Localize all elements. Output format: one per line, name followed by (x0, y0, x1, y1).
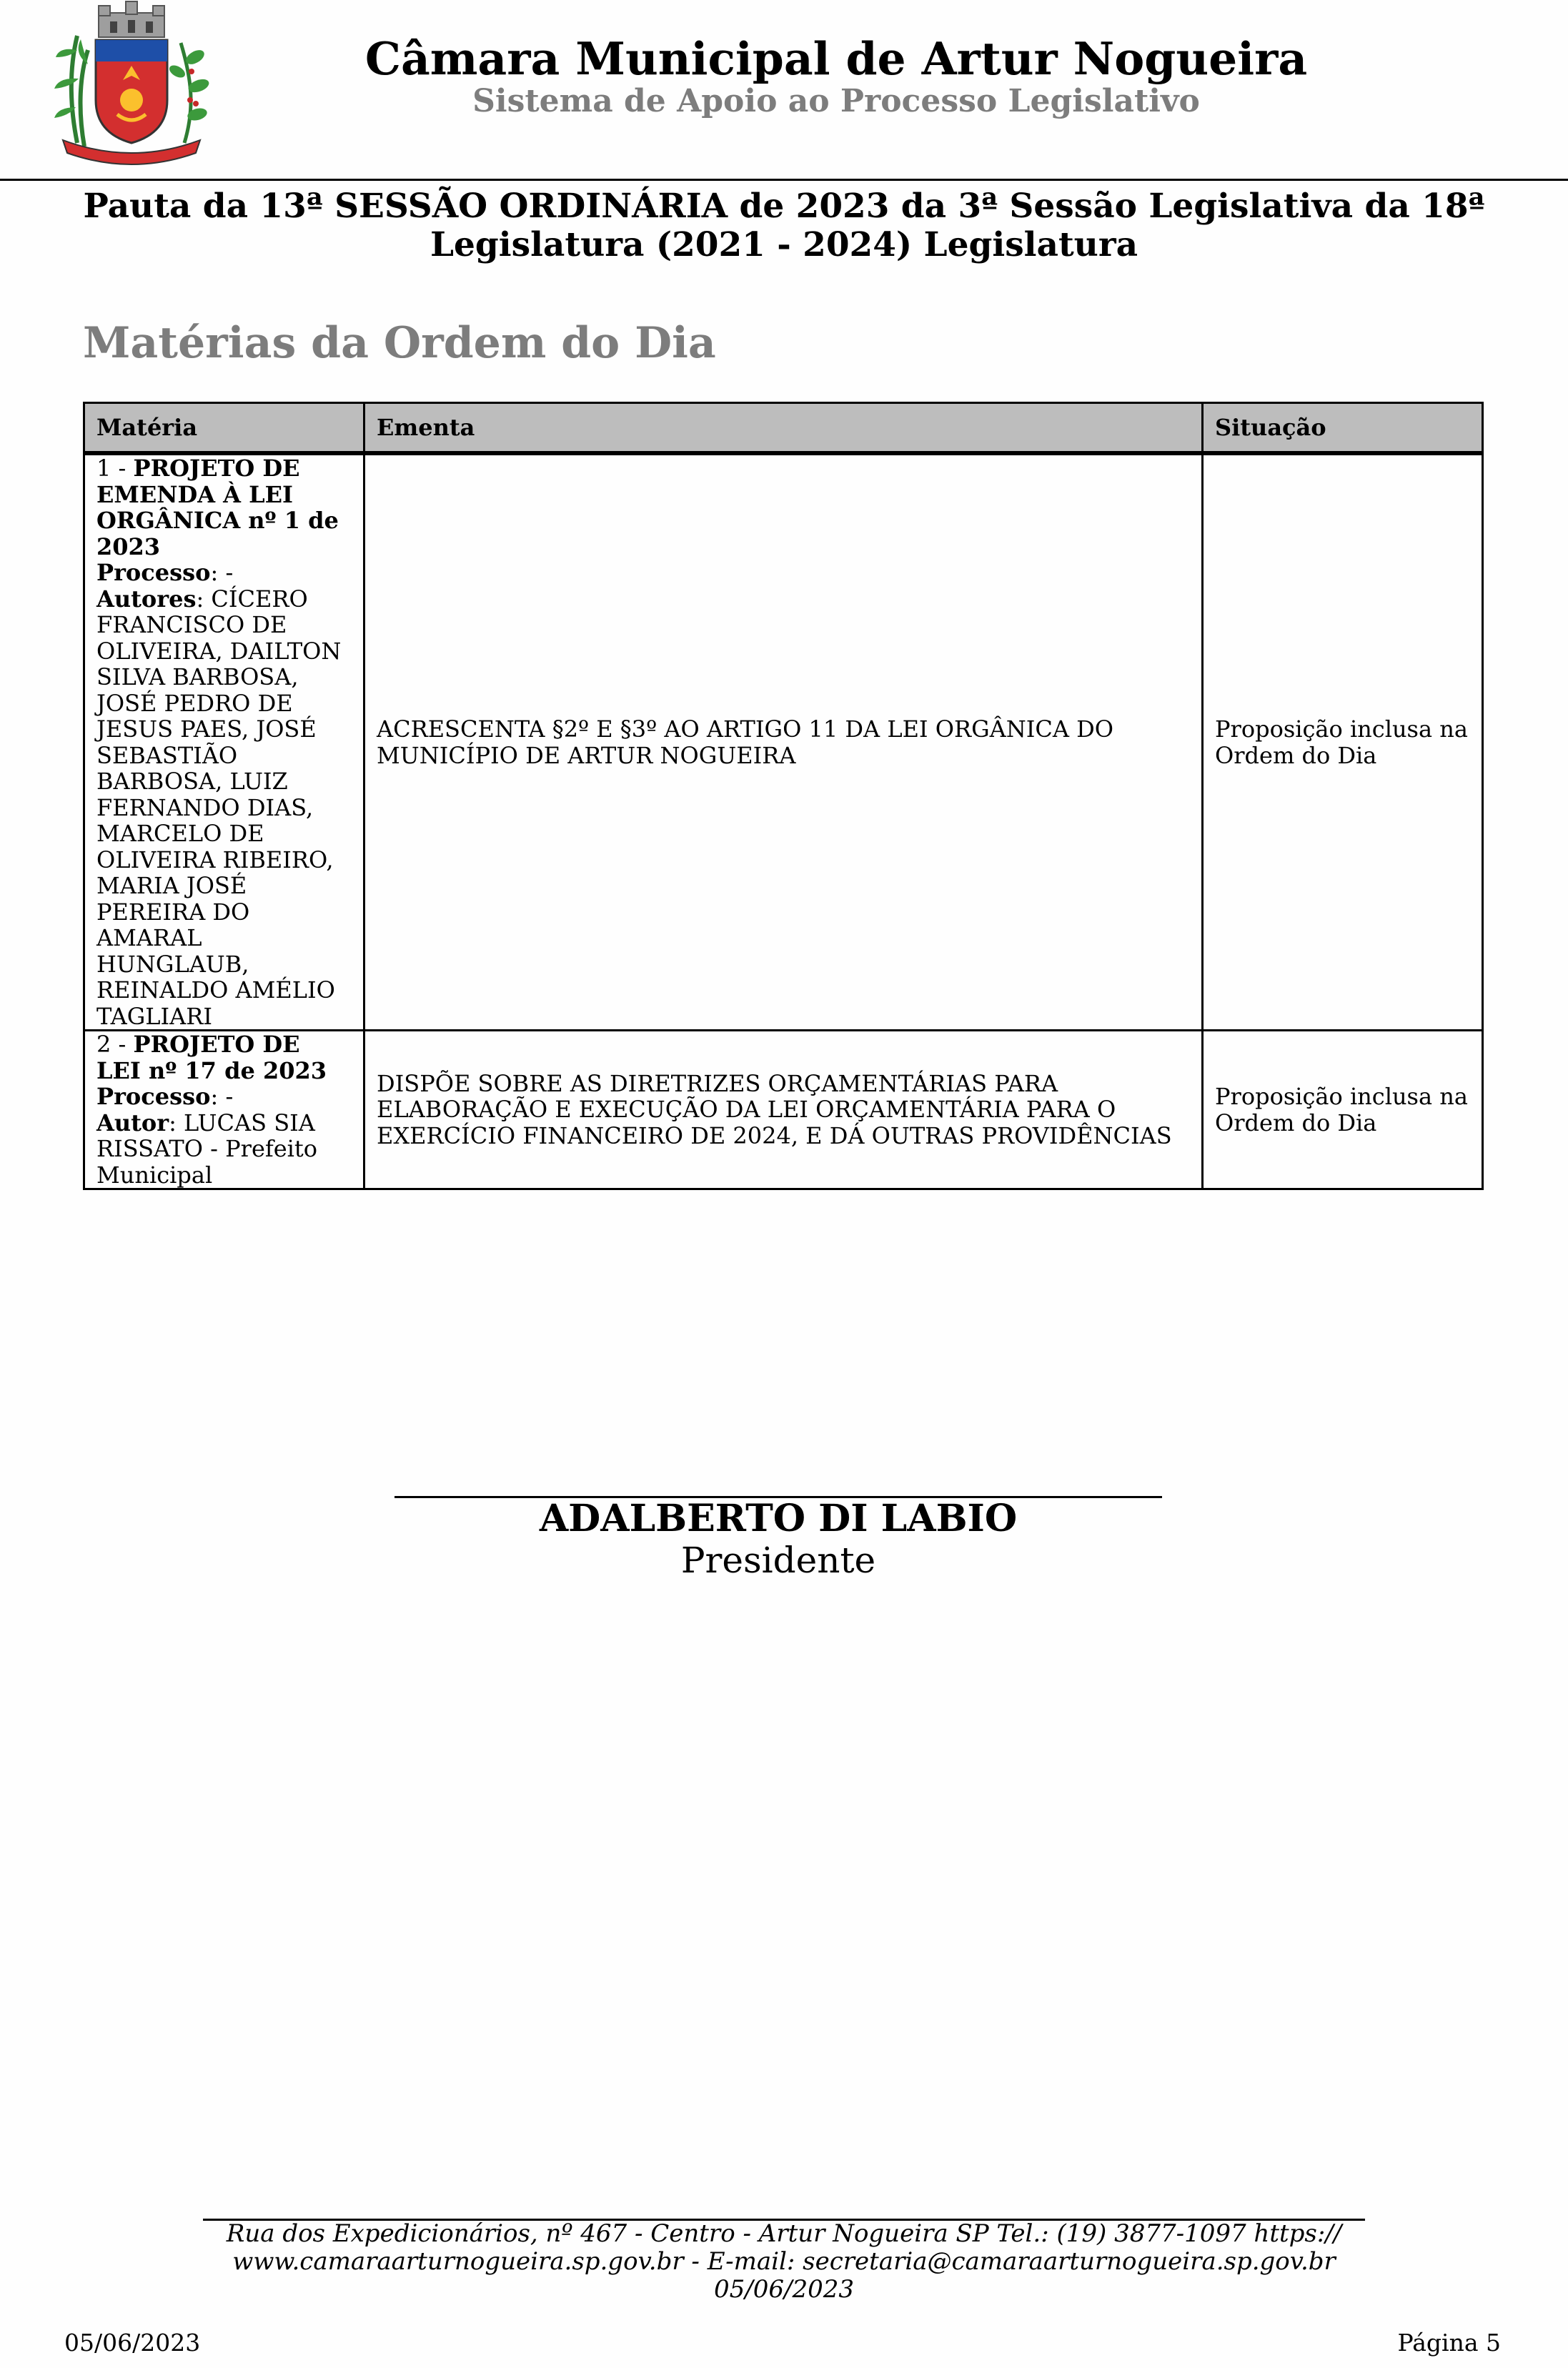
session-agenda-title: Pauta da 13ª SESSÃO ORDINÁRIA de 2023 da 3ª Sessão Legislativa da 18ª Legislatura (2021 - 2024) Legislatura (83, 187, 1485, 264)
chamber-title: Câmara Municipal de Artur Nogueira (364, 32, 1308, 85)
autores-value: : CÍCERO FRANCISCO DE OLIVEIRA, DAILTON SILVA BARBOSA, JOSÉ PEDRO DE JESUS PAES, JOSÉ SEBASTIÃO BARBOSA, LUIZ FERNANDO DIAS, MARCELO DE OLIVEIRA RIBEIRO, MARIA JOSÉ PEREIRA DO AMARAL HUNGLAUB, REINALDO AMÉLIO TAGLIARI (96, 585, 342, 1030)
system-subtitle: Sistema de Apoio ao Processo Legislativo (472, 83, 1200, 119)
item-number: 1 - (96, 455, 134, 482)
item-number: 2 - (96, 1031, 134, 1058)
materia-cell (84, 1031, 364, 1189)
table-header-row (84, 403, 1483, 454)
signatory-name: ADALBERTO DI LABIO (539, 1497, 1018, 1540)
ementa-cell: DISPÕE SOBRE AS DIRETRIZES ORÇAMENTÁRIAS PARA ELABORAÇÃO E EXECUÇÃO DA LEI ORÇAMENTÁRIA PARA O EXERCÍCIO FINANCEIRO DE 2024, E DÁ OUTRAS PROVIDÊNCIAS (364, 1031, 1203, 1189)
column-header-situacao: Situação (1203, 403, 1483, 454)
table-row (84, 453, 1483, 1031)
agenda-table (83, 402, 1484, 1190)
table-row (84, 1031, 1483, 1189)
processo-label: Processo (96, 559, 211, 586)
municipal-coat-of-arms-icon (49, 0, 214, 169)
processo-value: : - (210, 559, 234, 586)
column-header-ementa: Ementa (364, 403, 1203, 454)
situacao-cell: Proposição inclusa na Ordem do Dia (1203, 453, 1483, 1031)
section-title: Matérias da Ordem do Dia (83, 318, 716, 368)
page-number: Página 5 (1397, 2329, 1501, 2357)
autores-label: Autores (96, 585, 197, 613)
processo-value: : - (210, 1083, 234, 1110)
ementa-cell: ACRESCENTA §2º E §3º AO ARTIGO 11 DA LEI ORGÂNICA DO MUNICÍPIO DE ARTUR NOGUEIRA (364, 453, 1203, 1031)
materia-title: PROJETO DE EMENDA À LEI ORGÂNICA nº 1 de 2023 (96, 455, 339, 560)
materia-cell (84, 453, 364, 1031)
processo-label: Processo (96, 1083, 211, 1110)
materia-title: PROJETO DE LEI nº 17 de 2023 (96, 1031, 327, 1084)
autor-value: : LUCAS SIA RISSATO - Prefeito Municipal (96, 1109, 318, 1189)
situacao-cell: Proposição inclusa na Ordem do Dia (1203, 1031, 1483, 1189)
footer-date: 05/06/2023 (64, 2329, 201, 2357)
address-text: Rua dos Expedicionários, nº 467 - Centro - Artur Nogueira SP Tel.: (19) 3877-1097 https:// www.camaraarturnogueira.sp.gov.br - E-mail: secretaria@camaraarturnogueira.sp.gov.br (226, 2219, 1342, 2276)
column-header-materia: Matéria (84, 403, 364, 454)
header-divider (0, 179, 1568, 181)
signatory-role: Presidente (680, 1540, 876, 1581)
address-date: 05/06/2023 (714, 2275, 854, 2304)
autor-label: Autor (96, 1109, 169, 1136)
footer-address (203, 2220, 1365, 2304)
